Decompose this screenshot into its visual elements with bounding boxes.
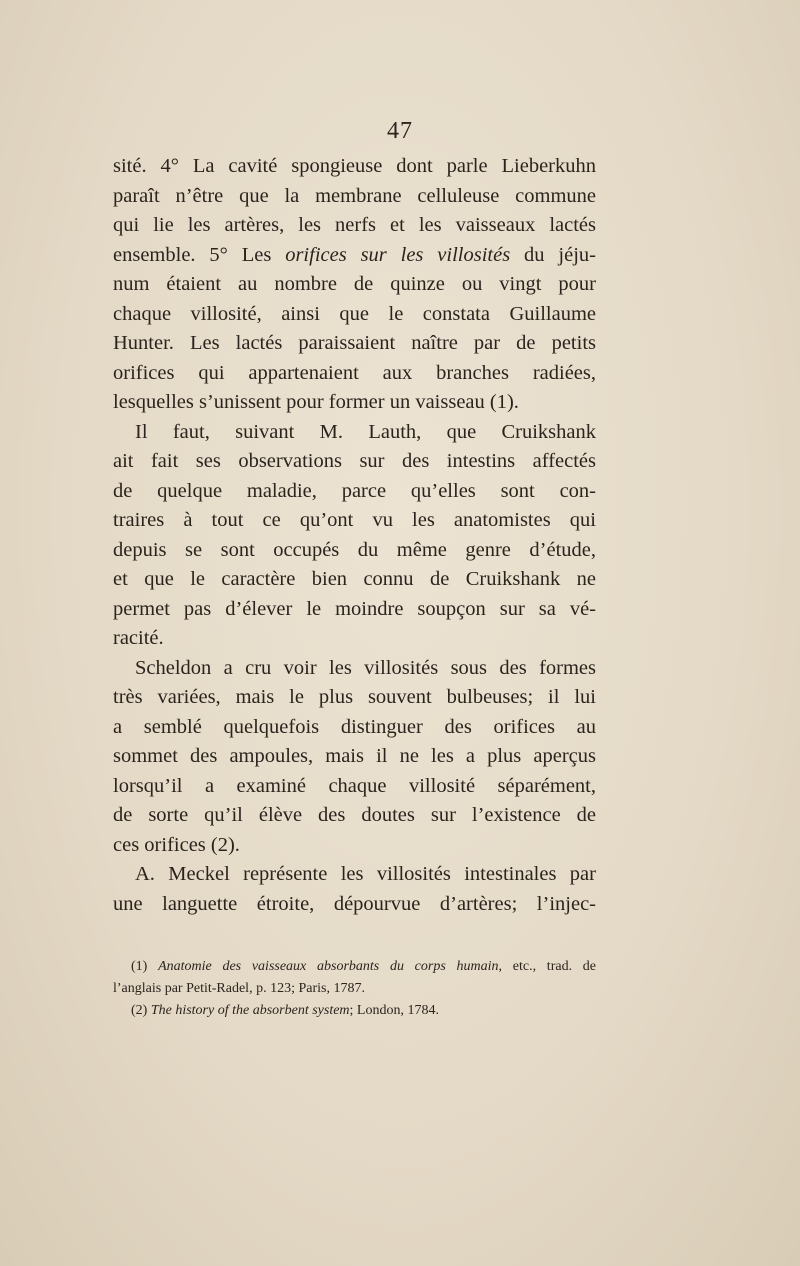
text-line: qui lie les artères, les nerfs et les vaisseaux lactés — [113, 214, 596, 236]
text-line: ces orifices (2). — [113, 833, 240, 856]
text-line — [113, 241, 596, 271]
footnote-continuation — [113, 978, 596, 1000]
text-line: racité. — [113, 627, 164, 649]
text-line: depuis se sont occupés du même genre d’étude, — [113, 538, 596, 561]
text-run: l’anglais par Petit-Radel, p. 123; Paris, 1787. — [113, 981, 365, 996]
footnotes — [113, 956, 596, 1022]
text-run: (1) — [131, 959, 159, 974]
italic-run: The history of the absorbent system — [150, 1003, 350, 1018]
text-line: traires à tout ce qu’ont vu les anatomistes qui — [113, 509, 596, 531]
text-run: , etc., trad. de — [498, 959, 597, 974]
text-line: lorsqu’il a examiné chaque villosité séparément, — [113, 774, 596, 797]
footnote — [113, 956, 596, 978]
text-line: ait fait ses observations sur des intestins affectés — [113, 450, 596, 472]
text-run: du jéju- — [510, 243, 596, 266]
text-line: Scheldon a cru voir les villosités sous des formes — [135, 656, 596, 679]
text-line: num étaient au nombre de quinze ou vingt pour — [113, 273, 596, 295]
text-line: et que le caractère bien connu de Cruikshank ne — [113, 568, 596, 590]
text-line: sommet des ampoules, mais il ne les a plus aperçus — [113, 745, 596, 767]
text-line: a semblé quelquefois distinguer des orifices au — [113, 715, 596, 738]
text-line: chaque villosité, ainsi que le constata Guillaume — [113, 302, 596, 325]
text-line: de sorte qu’il élève des doutes sur l’existence de — [113, 804, 596, 826]
body-text — [113, 152, 596, 919]
text-line: permet pas d’élever le moindre soupçon sur sa vé- — [113, 597, 596, 620]
text-line: Hunter. Les lactés paraissaient naître par de petits — [113, 332, 596, 354]
text-line: une languette étroite, dépourvue d’artères; l’injec- — [113, 892, 596, 915]
text-line: sité. 4° La cavité spongieuse dont parle Lieberkuhn — [113, 155, 596, 177]
text-line: de quelque maladie, parce qu’elles sont con- — [113, 479, 596, 502]
footnote — [113, 1000, 596, 1022]
text-line: orifices qui appartenaient aux branches radiées, — [113, 361, 596, 384]
page-number: 47 — [387, 118, 413, 144]
text-line: paraît n’être que la membrane celluleuse commune — [113, 184, 596, 207]
text-run: (2) — [131, 1003, 151, 1018]
italic-run: orifices sur les villosités — [285, 243, 511, 266]
text-line: lesquelles s’unissent pour former un vaisseau (1). — [113, 391, 519, 413]
text-line: très variées, mais le plus souvent bulbeuses; il lui — [113, 686, 596, 708]
text-line: A. Meckel représente les villosités intestinales par — [135, 863, 596, 885]
text-run: ; London, 1784. — [349, 1003, 439, 1018]
text-line: Il faut, suivant M. Lauth, que Cruikshank — [135, 420, 596, 443]
italic-run: Anatomie des vaisseaux absorbants du corps humain — [158, 959, 499, 974]
text-run: ensemble. 5° Les — [113, 243, 286, 266]
